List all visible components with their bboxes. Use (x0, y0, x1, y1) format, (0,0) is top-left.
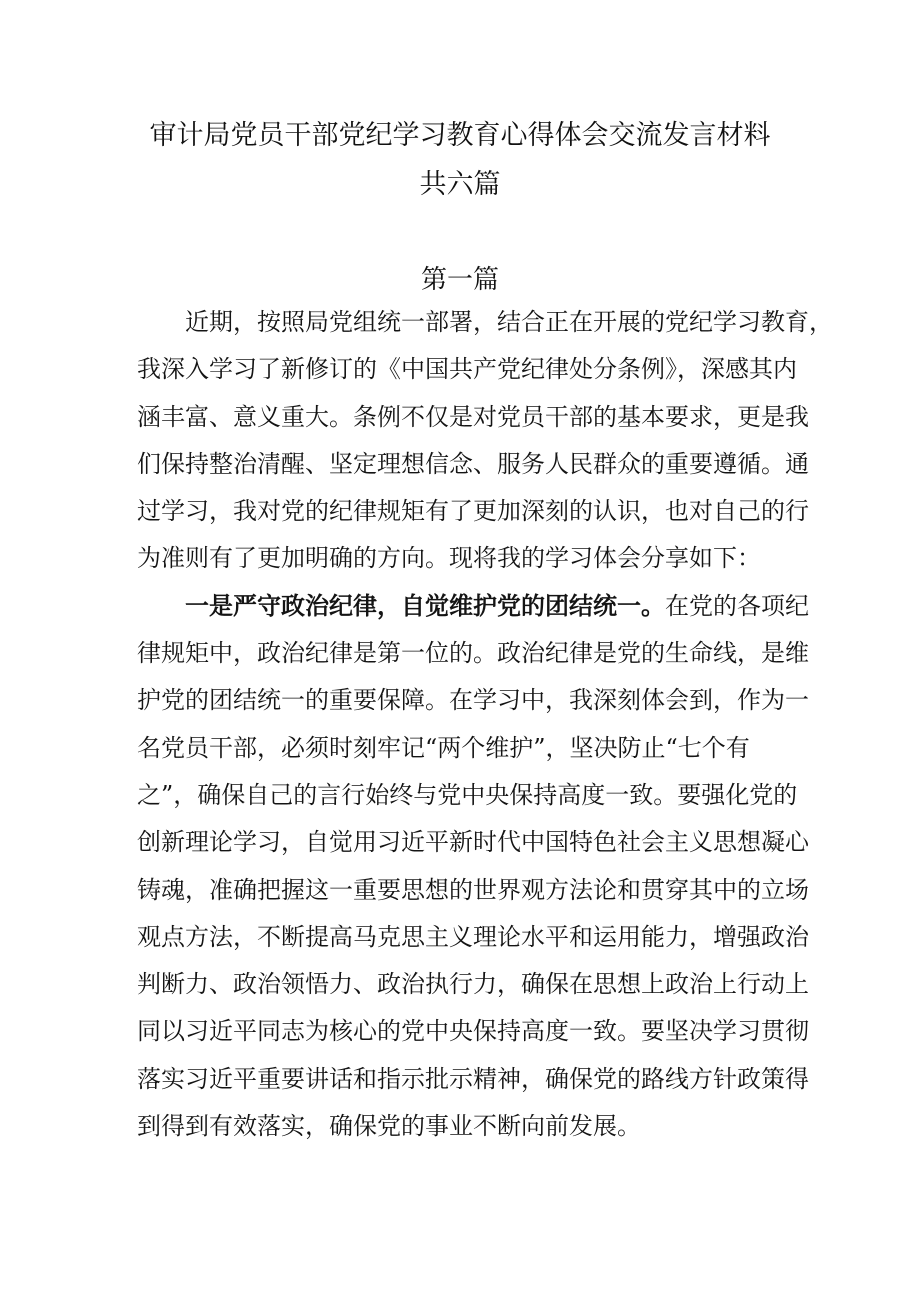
paragraph-line: 创新理论学习，自觉用习近平新时代中国特色社会主义思想凝心 (137, 828, 809, 857)
document-title: 审计局党员干部党纪学习教育心得体会交流发言材料 (149, 120, 771, 151)
paragraph-line: 涵丰富、意义重大。条例不仅是对党员干部的基本要求，更是我 (137, 402, 809, 431)
point-heading: 一是严守政治纪律，自觉维护党的团结统一。 (185, 591, 665, 620)
paragraph-line: 护党的团结统一的重要保障。在学习中，我深刻体会到，作为一 (137, 686, 809, 715)
document-body (137, 299, 833, 1150)
paragraph-line: 们保持整治清醒、坚定理想信念、服务人民群众的重要遵循。通 (137, 449, 809, 478)
paragraph-line: 落实习近平重要讲话和指示批示精神，确保党的路线方针政策得 (137, 1064, 809, 1093)
paragraph-line: 之”，确保自己的言行始终与党中央保持高度一致。要强化党的 (137, 780, 798, 809)
paragraph-line: 到得到有效落实，确保党的事业不断向前发展。 (137, 1112, 641, 1141)
paragraph-line: 名党员干部，必须时刻牢记“两个维护”，坚决防止“七个有 (137, 733, 750, 762)
paragraph-text: 在党的各项纪 (665, 591, 809, 620)
paragraph-line: 近期，按照局党组统一部署，结合正在开展的党纪学习教育， (185, 308, 833, 336)
paragraph-line: 过学习，我对党的纪律规矩有了更加深刻的认识，也对自己的行 (137, 497, 809, 526)
paragraph-line (137, 583, 809, 630)
paragraph-line: 同以习近平同志为核心的党中央保持高度一致。要坚决学习贯彻 (137, 1017, 809, 1046)
paragraph-line: 观点方法，不断提高马克思主义理论水平和运用能力，增强政治 (137, 922, 809, 951)
paragraph-line: 我深入学习了新修订的《中国共产党纪律处分条例》，深感其内 (137, 355, 797, 384)
document-subtitle: 共六篇 (419, 169, 501, 200)
paragraph-line: 铸魂，准确把握这一重要思想的世界观方法论和贯穿其中的立场 (137, 875, 809, 904)
section-heading: 第一篇 (420, 265, 499, 295)
paragraph-line: 判断力、政治领悟力、政治执行力，确保在思想上政治上行动上 (137, 970, 809, 999)
paragraph-line: 为准则有了更加明确的方向。现将我的学习体会分享如下： (137, 544, 761, 573)
paragraph-line: 律规矩中，政治纪律是第一位的。政治纪律是党的生命线，是维 (137, 639, 809, 668)
